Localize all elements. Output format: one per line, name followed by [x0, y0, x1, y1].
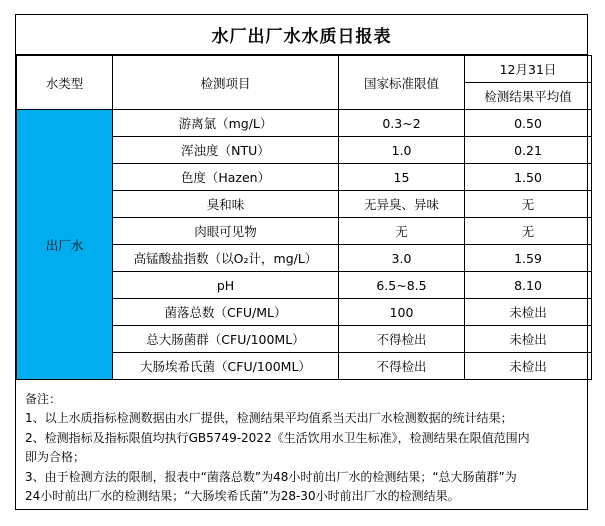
water-quality-table [16, 55, 592, 380]
item-result: 未检出 [465, 299, 592, 326]
item-standard: 3.0 [339, 245, 465, 272]
report-sheet [15, 14, 588, 510]
item-result: 未检出 [465, 353, 592, 380]
table-body [17, 56, 592, 380]
item-standard: 无 [339, 218, 465, 245]
item-result: 0.50 [465, 110, 592, 137]
item-name: 菌落总数（CFU/ML） [113, 299, 339, 326]
item-result: 未检出 [465, 326, 592, 353]
header-water-type: 水类型 [17, 56, 113, 110]
notes-line: 24小时前出厂水的检测结果；“大肠埃希氏菌”为28-30小时前出厂水的检测结果。 [25, 489, 460, 504]
header-national-standard: 国家标准限值 [339, 56, 465, 110]
item-standard: 100 [339, 299, 465, 326]
notes-section [16, 380, 587, 515]
header-result-average: 检测结果平均值 [465, 83, 592, 110]
item-name: 高锰酸盐指数（以O₂计，mg/L） [113, 245, 339, 272]
item-result: 1.59 [465, 245, 592, 272]
item-standard: 不得检出 [339, 353, 465, 380]
item-standard: 6.5~8.5 [339, 272, 465, 299]
notes-line: 即为合格； [25, 450, 86, 465]
item-result: 1.50 [465, 164, 592, 191]
item-standard: 0.3~2 [339, 110, 465, 137]
item-name: 总大肠菌群（CFU/100ML） [113, 326, 339, 353]
item-result: 无 [465, 218, 592, 245]
item-standard: 1.0 [339, 137, 465, 164]
item-result: 8.10 [465, 272, 592, 299]
item-name: 游离氯（mg/L） [113, 110, 339, 137]
item-name: 肉眼可见物 [113, 218, 339, 245]
table-header-row [17, 56, 592, 83]
item-name: 浑浊度（NTU） [113, 137, 339, 164]
page-title: 水厂出厂水水质日报表 [16, 15, 587, 55]
header-test-item: 检测项目 [113, 56, 339, 110]
table-row [17, 110, 592, 137]
item-name: 色度（Hazen） [113, 164, 339, 191]
notes-line: 3、由于检测方法的限制，报表中“菌落总数”为48小时前出厂水的检测结果；“总大肠菌群”为 [25, 469, 517, 484]
notes-line: 2、检测指标及指标限值均执行GB5749-2022《生活饮用水卫生标准》，检测结果在限值范围内 [25, 430, 530, 445]
item-standard: 15 [339, 164, 465, 191]
item-name: 大肠埃希氏菌（CFU/100ML） [113, 353, 339, 380]
item-standard: 无异臭、异味 [339, 191, 465, 218]
item-result: 无 [465, 191, 592, 218]
notes-line: 1、以上水质指标检测数据由水厂提供，检测结果平均值系当天出厂水检测数据的统计结果； [25, 411, 513, 426]
item-name: pH [113, 272, 339, 299]
item-standard: 不得检出 [339, 326, 465, 353]
item-result: 0.21 [465, 137, 592, 164]
header-date: 12月31日 [465, 56, 592, 83]
water-type-cell: 出厂水 [17, 110, 113, 380]
notes-label: 备注： [25, 392, 62, 406]
item-name: 臭和味 [113, 191, 339, 218]
